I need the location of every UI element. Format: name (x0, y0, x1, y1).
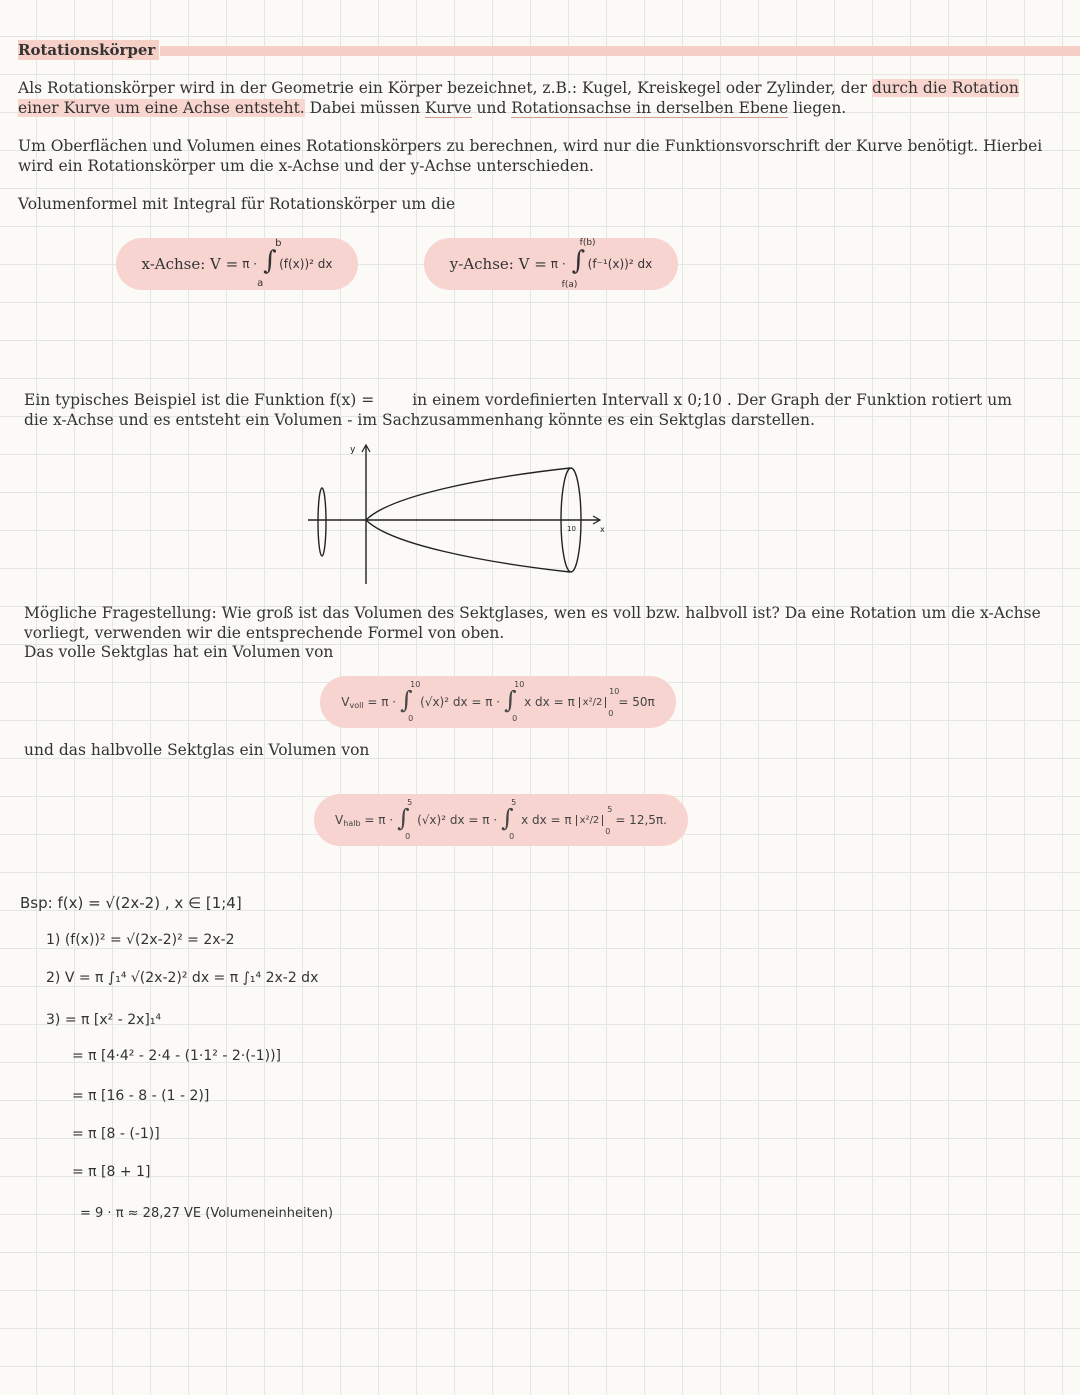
vvoll-result: = 50π (618, 695, 655, 709)
vvoll-up1: 10 (410, 680, 421, 689)
bsp-step-7: = π [8 + 1] (72, 1164, 151, 1180)
bsp-step-3: 3) = π [x² - 2x]₁⁴ (46, 1012, 162, 1028)
vhalb-frac: x²/2 (579, 814, 600, 826)
bsp-step-6: = π [8 - (-1)] (72, 1126, 160, 1142)
vhalb-up3: 5 (607, 804, 613, 814)
bsp-step-4: = π [4·4² - 2·4 - (1·1² - 2·(-1))] (72, 1048, 282, 1064)
vhalb-eq: = π · (364, 813, 394, 827)
vhalb-integral-1: ∫ 5 0 (397, 798, 413, 841)
bsp-step-2: 2) V = π ∫₁⁴ √(2x-2)² dx = π ∫₁⁴ 2x-2 dx (46, 970, 319, 986)
vvoll-eq: = π · (367, 695, 397, 709)
intro-achse: Rotationsachse in derselben Ebene (511, 99, 789, 117)
upper-curve (366, 468, 570, 520)
para2-line2: wird ein Rotationskörper um die x-Achse und der y-Achse unterschieden. (18, 157, 594, 175)
vhalb-bracket (576, 804, 613, 836)
bsp-step-1: 1) (f(x))² = √(2x-2)² = 2x-2 (46, 932, 235, 948)
paragraph-2 (18, 136, 1068, 176)
vhalb-lo1: 0 (405, 832, 411, 841)
formula-x-label: x-Achse: V = (141, 255, 239, 273)
vhalb-up2: 5 (511, 798, 517, 807)
vvoll-bracket (579, 686, 620, 718)
intro-highlight-kurve: einer Kurve um eine Achse entsteht. (18, 99, 305, 117)
sektglas-graph (300, 436, 630, 586)
vvoll-lhs: V (341, 695, 350, 709)
vvoll-sub: voll (349, 700, 364, 710)
vhalb-term1: (√x)² dx = π · (417, 813, 498, 827)
formula-x-lower: a (257, 278, 264, 289)
formula-v-voll (320, 676, 676, 728)
intro-text-3: liegen. (788, 99, 847, 117)
intro-text-1: Als Rotationskörper wird in der Geometrie ein Körper bezeichnet, z.B.: Kugel, Kreiskegel oder Zylinder, der (18, 79, 873, 97)
question-line2: vorliegt, verwenden wir die entsprechende Formel von oben. (24, 623, 505, 642)
formula-x-upper: b (275, 238, 282, 249)
vvoll-integral-2: ∫ 10 0 (504, 680, 525, 723)
intro-kurve: Kurve (424, 99, 472, 117)
intro-paragraph (18, 78, 1068, 118)
formula-y-upper: f(b) (579, 238, 596, 248)
example-text-2: in einem vordefinierten Intervall x (412, 391, 683, 409)
vvoll-up2: 10 (514, 680, 525, 689)
formula-y-lower: f(a) (561, 280, 578, 290)
vhalb-lo2: 0 (509, 832, 515, 841)
formula-x-axis (116, 238, 358, 290)
title-underline (160, 46, 1080, 56)
formula-x-pi: π · (242, 257, 258, 271)
vvoll-lo2: 0 (512, 714, 518, 723)
example-paragraph (24, 390, 1074, 430)
small-ellipse (318, 488, 326, 556)
bsp-step-8: = 9 · π ≈ 28,27 VE (Volumeneinheiten) (80, 1206, 334, 1221)
formula-x-body: (f(x))² dx (279, 257, 333, 271)
vvoll-integral-1: ∫ 10 0 (400, 680, 421, 723)
page-title: Rotationskörper (18, 40, 159, 60)
vvoll-term2: x dx = π (524, 695, 575, 709)
vhalb-up1: 5 (407, 798, 413, 807)
vvoll-frac: x²/2 (582, 696, 603, 708)
vhalb-integral-2: ∫ 5 0 (501, 798, 517, 841)
intro-und: und (471, 99, 512, 117)
vhalb-lhs: V (335, 813, 344, 827)
bsp-step-5: = π [16 - 8 - (1 - 2)] (72, 1088, 210, 1104)
example-text-3: 0;10 . Der Graph der Funktion rotiert um (687, 391, 1012, 409)
y-axis-label: y (350, 445, 356, 455)
formula-x-integral: ∫ b a (257, 238, 282, 289)
vhalb-result: = 12,5π. (615, 813, 667, 827)
formula-y-label: y-Achse: V = (449, 255, 547, 273)
x-tick-10: 10 (567, 525, 576, 533)
halbvoll-text: und das halbvolle Sektglas ein Volumen von (24, 741, 370, 759)
question-line3: Das volle Sektglas hat ein Volumen von (24, 643, 334, 661)
question-line1: Mögliche Fragestellung: Wie groß ist das Volumen des Sektglases, wen es voll bzw. halbvoll ist? Da eine Rotation um die x-Achse (24, 604, 1041, 622)
paragraph-3: Volumenformel mit Integral für Rotationskörper um die (18, 195, 456, 213)
formula-v-halb (314, 794, 688, 846)
formula-y-pi: π · (550, 257, 566, 271)
vhalb-sub: halb (343, 818, 361, 828)
question-paragraph (24, 604, 1074, 663)
vhalb-lo3: 0 (605, 826, 611, 836)
intro-highlight-rotation: durch die Rotation (872, 79, 1019, 97)
vvoll-lo1: 0 (408, 714, 414, 723)
x-axis-label: x (600, 525, 605, 534)
para2-line1: Um Oberflächen und Volumen eines Rotationskörpers zu berechnen, wird nur die Funktionsvorschrift der Kurve benötigt. Hierbei (18, 137, 1043, 155)
lower-curve (366, 520, 570, 572)
bsp-heading: Bsp: f(x) = √(2x-2) , x ∈ [1;4] (20, 894, 242, 912)
vvoll-up3: 10 (609, 686, 620, 696)
example-text-1: Ein typisches Beispiel ist die Funktion f(x) = (24, 391, 375, 409)
vhalb-term2: x dx = π (521, 813, 572, 827)
vvoll-term1: (√x)² dx = π · (420, 695, 501, 709)
vvoll-lo3: 0 (608, 708, 614, 718)
formula-y-body: (f⁻¹(x))² dx (587, 257, 653, 271)
example-text-4: die x-Achse und es entsteht ein Volumen - im Sachzusammenhang könnte es ein Sektglas darstellen. (24, 411, 815, 429)
formula-y-integral: ∫ f(b) f(a) (561, 238, 596, 290)
formula-y-axis (424, 238, 678, 290)
intro-text-2: Dabei müssen (304, 99, 425, 117)
